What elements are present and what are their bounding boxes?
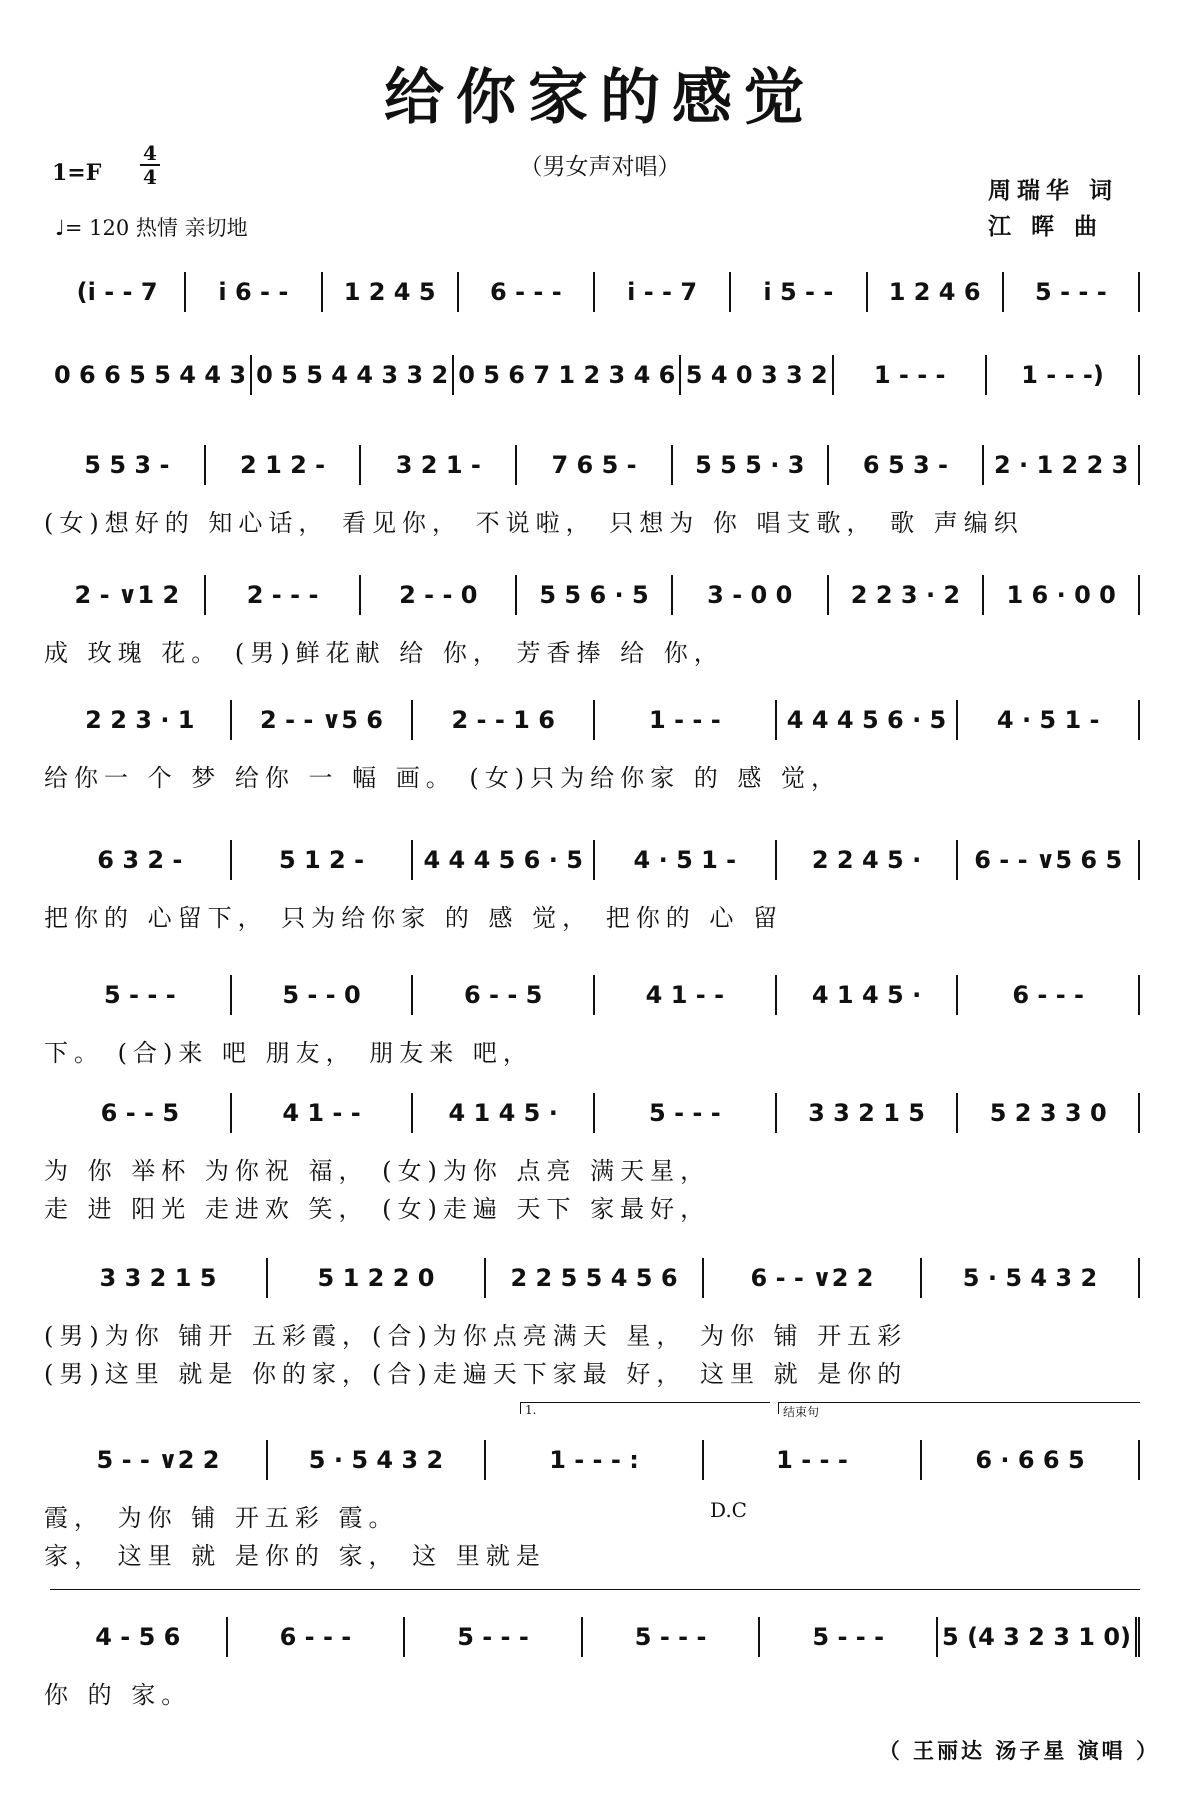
measure: 4 · 5 1 - bbox=[958, 700, 1140, 740]
measure: 4 1 4 5 · bbox=[413, 1093, 595, 1133]
notation-line bbox=[50, 1440, 1140, 1480]
key-signature: 1=F bbox=[52, 160, 102, 186]
notation-line bbox=[50, 355, 1140, 395]
measure: 6 - - 5 bbox=[50, 1093, 232, 1133]
measure: 2 2 4 5 · bbox=[777, 840, 959, 880]
da-capo-mark: D.C bbox=[710, 1498, 747, 1522]
measure: 4 - 5 6 bbox=[50, 1617, 228, 1657]
measure: 5 1 2 2 0 bbox=[268, 1258, 486, 1298]
measure: 2 1 2 - bbox=[206, 445, 362, 485]
measure: 6 - - 5 bbox=[413, 975, 595, 1015]
measure: i 6 - - bbox=[186, 272, 322, 312]
measure: 2 - ∨1 2 bbox=[50, 575, 206, 615]
time-signature bbox=[140, 142, 160, 188]
measure: 7 6 5 - bbox=[517, 445, 673, 485]
notation-line bbox=[50, 1093, 1140, 1133]
lyric-line: 家， 这里 就 是你的 家， 这 里就是 bbox=[44, 1542, 546, 1570]
lyric-line: 成 玫瑰 花。 (男)鲜花献 给 你， 芳香捧 给 你， bbox=[44, 639, 724, 667]
measure: 5 - - - bbox=[595, 1093, 777, 1133]
ending-phrase-bracket: 结束句 bbox=[778, 1402, 1140, 1414]
measure: 2 · 1 2 2 3 bbox=[984, 445, 1140, 485]
measure: 6 - - ∨5 6 5 bbox=[958, 840, 1140, 880]
measure: 1 - - - bbox=[834, 355, 987, 395]
measure: 5 - - - bbox=[583, 1617, 761, 1657]
measure: 2 - - - bbox=[206, 575, 362, 615]
notation-line bbox=[50, 975, 1140, 1015]
lyric-line: 走 进 阳光 走进欢 笑， (女)走遍 天下 家最好， bbox=[44, 1195, 711, 1223]
measure: 6 3 2 - bbox=[50, 840, 232, 880]
measure: 2 2 5 5 4 5 6 bbox=[486, 1258, 704, 1298]
measure: 2 - - ∨5 6 bbox=[232, 700, 414, 740]
measure: 5 - - 0 bbox=[232, 975, 414, 1015]
measure: 5 - - - bbox=[50, 975, 232, 1015]
measure: 2 - - 1 6 bbox=[413, 700, 595, 740]
measure: 3 3 2 1 5 bbox=[777, 1093, 959, 1133]
measure: 5 2 3 3 0 bbox=[958, 1093, 1140, 1133]
measure: 5 · 5 4 3 2 bbox=[922, 1258, 1140, 1298]
measure: 5 (4 3 2 3 1 0) bbox=[938, 1617, 1140, 1657]
measure: 0 5 5 4 4 3 3 2 bbox=[252, 355, 454, 395]
measure: 4 4 4 5 6 · 5 bbox=[777, 700, 959, 740]
time-signature-top: 4 bbox=[143, 141, 157, 165]
measure: 5 5 6 · 5 bbox=[517, 575, 673, 615]
notation-line bbox=[50, 1617, 1140, 1657]
measure: 4 · 5 1 - bbox=[595, 840, 777, 880]
measure: 5 - - - bbox=[760, 1617, 938, 1657]
measure: 5 · 5 4 3 2 bbox=[268, 1440, 486, 1480]
measure: 1 - - -) bbox=[987, 355, 1140, 395]
measure: 6 · 6 6 5 bbox=[922, 1440, 1140, 1480]
notation-line bbox=[50, 272, 1140, 312]
continuation-bracket bbox=[50, 1589, 1140, 1590]
measure: 2 2 3 · 1 bbox=[50, 700, 232, 740]
lyric-line: (女)想好的 知心话， 看见你， 不说啦， 只想为 你 唱支歌， 歌 声编织 bbox=[44, 509, 1024, 537]
measure: 1 2 4 5 bbox=[323, 272, 459, 312]
measure: 5 5 3 - bbox=[50, 445, 206, 485]
measure: 0 6 6 5 5 4 4 3 bbox=[50, 355, 252, 395]
lyric-line: 下。 (合)来 吧 朋友， 朋友来 吧， bbox=[44, 1039, 533, 1067]
notation-line bbox=[50, 575, 1140, 615]
measure: 5 - - - bbox=[1004, 272, 1140, 312]
measure: 6 - - - bbox=[228, 1617, 406, 1657]
measure: 3 3 2 1 5 bbox=[50, 1258, 268, 1298]
measure: 4 4 4 5 6 · 5 bbox=[413, 840, 595, 880]
measure: 4 1 4 5 · bbox=[777, 975, 959, 1015]
measure: 5 - - ∨2 2 bbox=[50, 1440, 268, 1480]
lyric-line: (男)这里 就是 你的家，(合)走遍天下家最 好， 这里 就 是你的 bbox=[44, 1360, 908, 1388]
time-signature-bottom: 4 bbox=[143, 165, 157, 189]
lyric-line: 把你的 心留下， 只为给你家 的 感 觉， 把你的 心 留 bbox=[44, 904, 784, 932]
measure: 5 5 5 · 3 bbox=[673, 445, 829, 485]
measure: 5 1 2 - bbox=[232, 840, 414, 880]
notation-line bbox=[50, 700, 1140, 740]
measure: 2 - - 0 bbox=[361, 575, 517, 615]
measure: 3 - 0 0 bbox=[673, 575, 829, 615]
measure: 3 2 1 - bbox=[361, 445, 517, 485]
measure: i - - 7 bbox=[595, 272, 731, 312]
measure: 4 1 - - bbox=[595, 975, 777, 1015]
measure: i 5 - - bbox=[731, 272, 867, 312]
lyric-line: 为 你 举杯 为你祝 福， (女)为你 点亮 满天星， bbox=[44, 1157, 711, 1185]
measure: 0 5 6 7 1 2 3 4 6 bbox=[454, 355, 681, 395]
measure: 5 - - - bbox=[405, 1617, 583, 1657]
lyric-line: (男)为你 铺开 五彩霞，(合)为你点亮满天 星， 为你 铺 开五彩 bbox=[44, 1322, 908, 1350]
song-title: 给你家的感觉 bbox=[384, 63, 816, 133]
measure: 6 - - - bbox=[958, 975, 1140, 1015]
lyricist-credit: 周瑞华 词 bbox=[988, 178, 1119, 204]
measure: 2 2 3 · 2 bbox=[829, 575, 985, 615]
song-subtitle: （男女声对唱） bbox=[519, 154, 681, 180]
measure: 1 2 4 6 bbox=[868, 272, 1004, 312]
measure: 1 - - - : bbox=[486, 1440, 704, 1480]
measure: 6 - - ∨2 2 bbox=[704, 1258, 922, 1298]
notation-line bbox=[50, 1258, 1140, 1298]
lyric-line: 给你一 个 梦 给你 一 幅 画。 (女)只为给你家 的 感 觉， bbox=[44, 764, 842, 792]
notation-line bbox=[50, 445, 1140, 485]
measure: 6 - - - bbox=[459, 272, 595, 312]
measure: 4 1 - - bbox=[232, 1093, 414, 1133]
tempo-marking: ♩= 120 热情 亲切地 bbox=[55, 216, 248, 240]
performers-credit: （ 王丽达 汤子星 演唱 ） bbox=[878, 1738, 1160, 1763]
measure: 6 5 3 - bbox=[829, 445, 985, 485]
measure: 1 - - - bbox=[595, 700, 777, 740]
measure: (i - - 7 bbox=[50, 272, 186, 312]
notation-line bbox=[50, 840, 1140, 880]
lyric-line: 你 的 家。 bbox=[44, 1681, 192, 1709]
measure: 1 - - - bbox=[704, 1440, 922, 1480]
composer-credit: 江 晖 曲 bbox=[988, 214, 1104, 240]
lyric-line: 霞， 为你 铺 开五彩 霞。 bbox=[44, 1504, 399, 1532]
measure: 5 4 0 3 3 2 bbox=[681, 355, 834, 395]
measure: 1 6 · 0 0 bbox=[984, 575, 1140, 615]
first-ending-bracket: 1. bbox=[520, 1402, 770, 1414]
